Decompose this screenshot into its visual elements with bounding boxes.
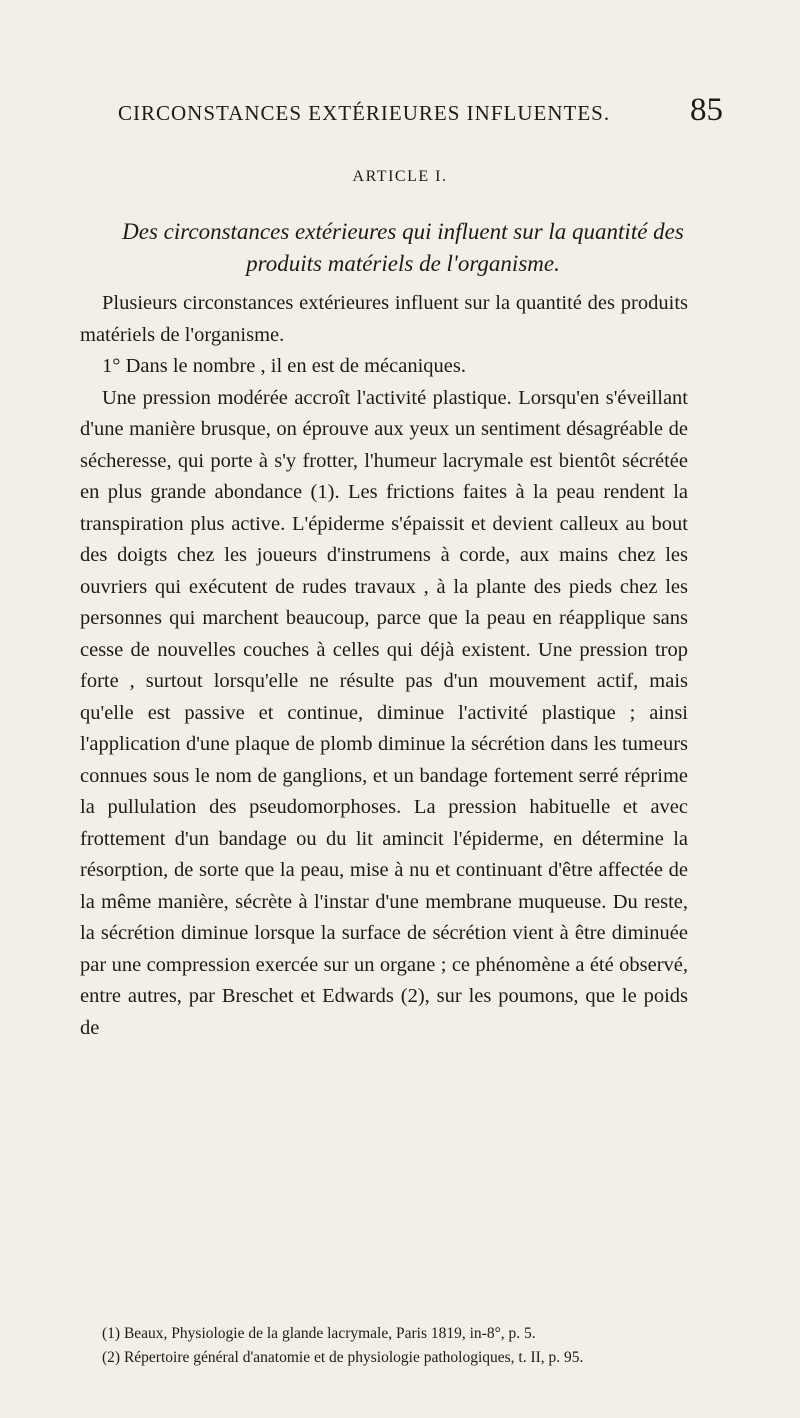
running-title: CIRCONSTANCES EXTÉRIEURES INFLUENTES.	[118, 101, 611, 125]
section-title: Des circonstances extérieures qui influent sur la quantité des produits matériels de l'organisme.	[122, 219, 684, 276]
article-heading: ARTICLE I.	[352, 168, 448, 185]
footnote: (2) Répertoire général d'anatomie et de physiologie pathologiques, t. II, p. 95.	[102, 1349, 584, 1366]
footnotes	[80, 1322, 688, 1370]
page-number: 85	[690, 92, 723, 128]
paragraph: 1° Dans le nombre , il en est de mécaniques.	[102, 355, 466, 377]
paragraph: Plusieurs circonstances extérieures influent sur la quantité des produits matériels de l'organisme.	[80, 292, 688, 346]
running-head	[118, 92, 723, 129]
body-text	[80, 288, 688, 1044]
paragraph: Une pression modérée accroît l'activité plastique. Lorsqu'en s'éveillant d'une manière brusque, on éprouve aux yeux un sentiment désagréable de sécheresse, qui porte à s'y frotter, l'humeur lacrymale est bientôt sécrétée en plus grande abondance (1). Les frictions faites à la peau rendent la transpiration plus active. L'épiderme s'épaissit et devient calleux au bout des doigts chez les joueurs d'instrumens à corde, aux mains chez les ouvriers qui exécutent de rudes travaux , à la plante des pieds chez les personnes qui marchent beaucoup, parce que la peau en réapplique sans cesse de nouvelles couches à celles qui déjà existent. Une pression trop forte , surtout lorsqu'elle ne résulte pas d'un mouvement actif, mais qu'elle est passive et continue, diminue l'activité plastique ; ainsi l'application d'une plaque de plomb diminue la sécrétion dans les tumeurs connues sous le nom de ganglions, et un bandage fortement serré réprime la pullulation des pseudomorphoses. La pression habituelle et avec frottement d'un bandage ou du lit amincit l'épiderme, en détermine la résorption, de sorte que la peau, mise à nu et continuant d'être affectée de la même manière, sécrète à l'instar d'une membrane muqueuse. Du reste, la sécrétion diminue lorsque la surface de sécrétion vient à être diminuée par une compression exercée sur un organe ; ce phénomène a été observé, entre autres, par Breschet et Edwards (2), sur les poumons, que le poids de	[80, 386, 688, 1039]
footnote: (1) Beaux, Physiologie de la glande lacrymale, Paris 1819, in-8°, p. 5.	[102, 1325, 536, 1342]
